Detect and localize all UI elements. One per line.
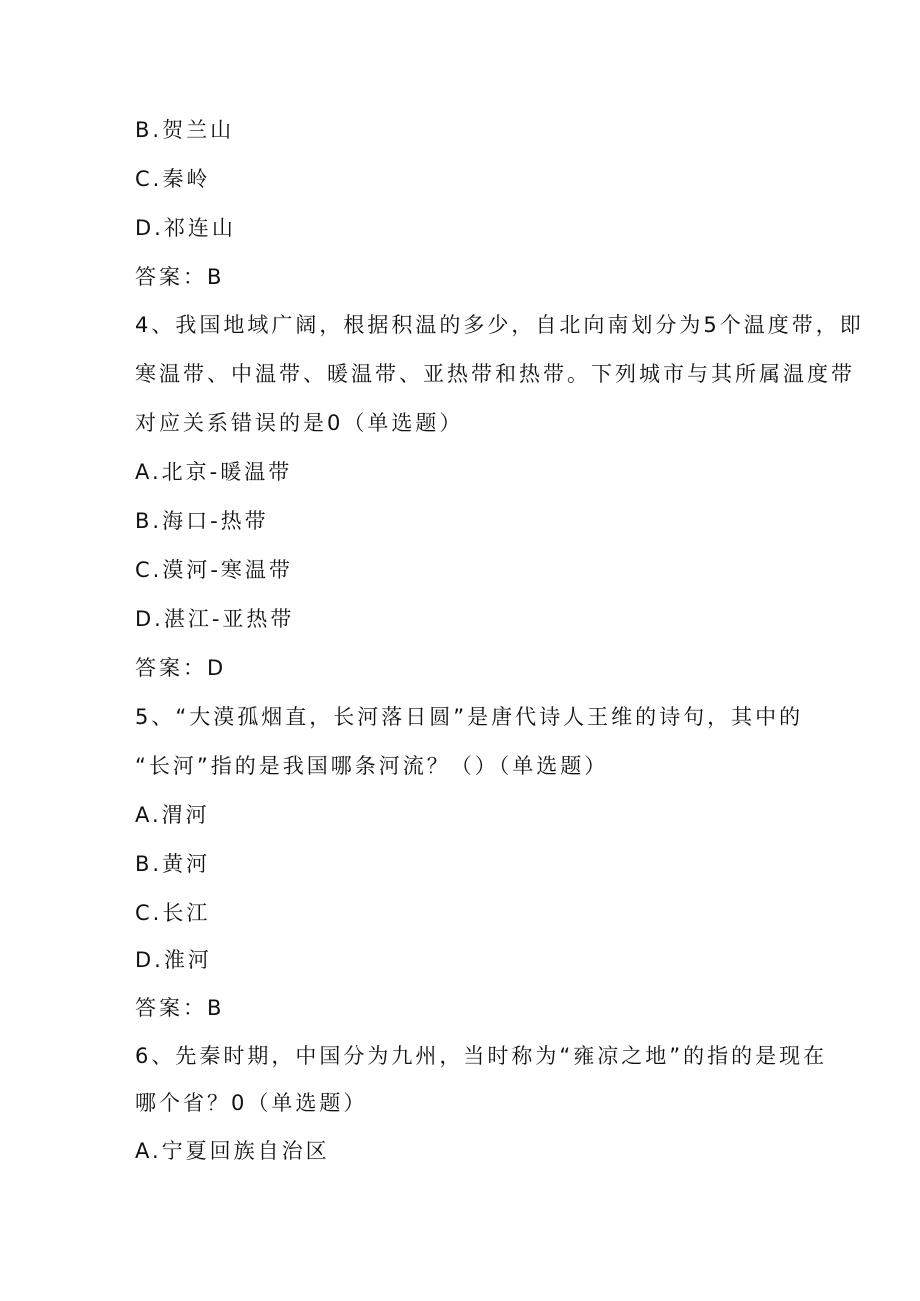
- q3-answer: 答案：B: [135, 265, 225, 289]
- q4-stem-line2: 寒温带、中温带、暖温带、亚热带和热带。下列城市与其所属温度带: [135, 362, 855, 386]
- q4-stem-line1: 4、我国地域广阔，根据积温的多少，自北向南划分为5个温度带，即: [135, 313, 864, 337]
- q4-option-c: C.漠河-寒温带: [135, 558, 293, 582]
- q5-stem-line1: 5、“大漠孤烟直，长河落日圆”是唐代诗人王维的诗句，其中的: [135, 705, 804, 729]
- q4-option-b: B.海口-热带: [135, 509, 269, 533]
- q4-option-a: A.北京-暖温带: [135, 460, 293, 484]
- q5-option-c: C.长江: [135, 901, 211, 925]
- q5-option-b: B.黄河: [135, 852, 211, 876]
- q5-answer: 答案：B: [135, 996, 225, 1020]
- q5-option-d: D.淮河: [135, 948, 212, 972]
- q4-stem-line3: 对应关系错误的是0（单选题）: [135, 411, 464, 435]
- q6-option-a: A.宁夏回族自治区: [135, 1139, 330, 1163]
- q5-option-a: A.渭河: [135, 803, 210, 827]
- q4-option-d: D.湛江-亚热带: [135, 607, 295, 631]
- q3-option-d: D.祁连山: [135, 216, 236, 240]
- q4-answer: 答案：D: [135, 656, 227, 680]
- q3-option-b: B.贺兰山: [135, 118, 235, 142]
- q5-stem-line2: “长河”指的是我国哪条河流？（）（单选题）: [135, 754, 609, 778]
- q6-stem-line2: 哪个省？0（单选题）: [135, 1091, 368, 1115]
- q6-stem-line1: 6、先秦时期，中国分为九州，当时称为“雍凉之地”的指的是现在: [135, 1044, 828, 1068]
- q3-option-c: C.秦岭: [135, 167, 211, 191]
